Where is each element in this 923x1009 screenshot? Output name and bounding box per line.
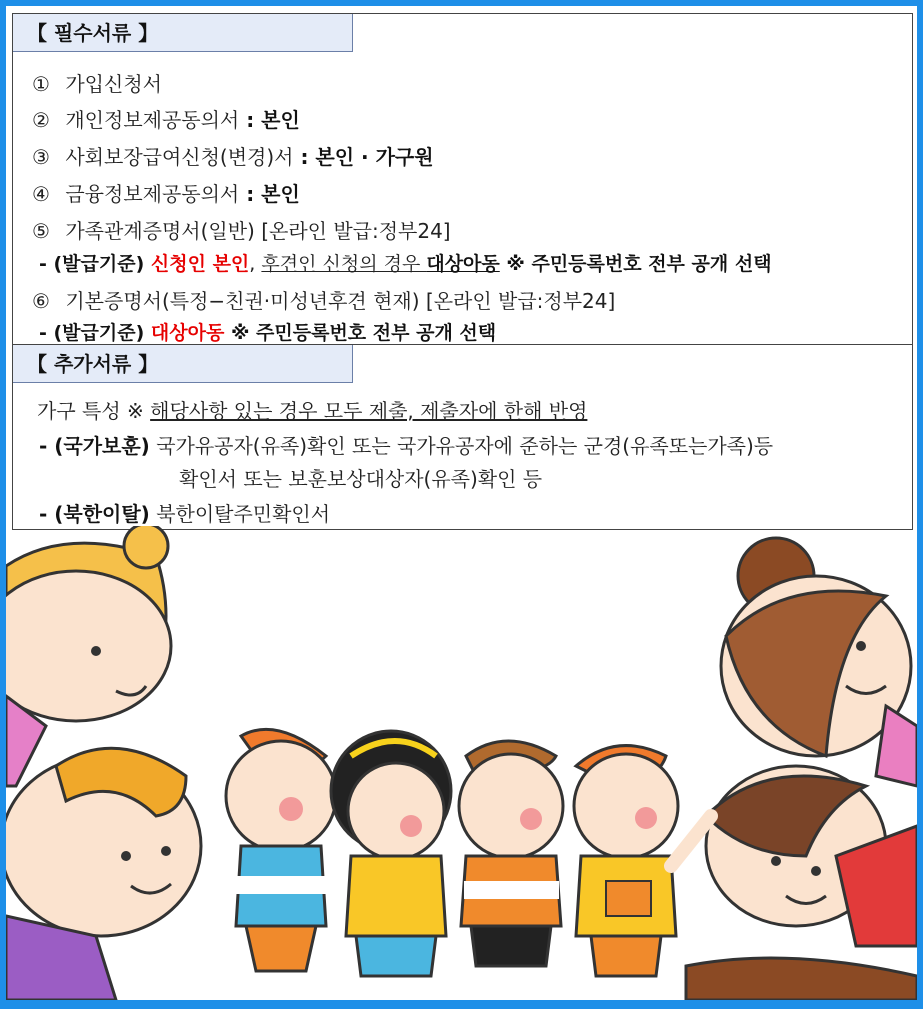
required-docs-header: 【 필수서류 】 <box>13 14 353 52</box>
item-6: ⑥ 기본증명서(특정−친권·미성년후견 현재) [온라인 발급:정부24] <box>32 289 616 313</box>
additional-docs-header: 【 추가서류 】 <box>13 345 353 383</box>
veterans-row-cont: 확인서 또는 보훈보상대상자(유족)확인 등 <box>179 467 543 491</box>
children-illustration <box>6 526 917 1000</box>
item-1: ① 가입신청서 <box>32 72 162 96</box>
additional-docs-box <box>12 345 913 530</box>
document-frame <box>6 6 917 1000</box>
kid-3-icon <box>459 741 563 966</box>
household-note: 가구 특성 ※ 해당사항 있는 경우 모두 제출, 제출자에 한해 반영 <box>37 399 588 423</box>
item-3: ③ 사회보장급여신청(변경)서 : 본인 · 가구원 <box>32 145 434 169</box>
item-5: ⑤ 가족관계증명서(일반) [온라인 발급:정부24] <box>32 219 451 243</box>
boy-bottom-right-icon <box>686 766 917 1000</box>
boy-bottom-left-icon <box>6 748 201 1000</box>
girl-top-left-icon <box>6 526 171 786</box>
item-2: ② 개인정보제공동의서 : 본인 <box>32 108 300 132</box>
item-5-issue-criteria: - (발급기준) 신청인 본인, 후견인 신청의 경우 대상아동 ※ 주민등록번호 전부 공개 선택 <box>39 253 772 275</box>
kid-4-icon <box>574 746 711 976</box>
veterans-row: - (국가보훈) 국가유공자(유족)확인 또는 국가유공자에 준하는 군경(유족또는가족)등 <box>39 434 774 458</box>
defector-row: - (북한이탈) 북한이탈주민확인서 <box>39 502 331 526</box>
kid-1-icon <box>226 729 336 971</box>
kid-2-icon <box>331 731 451 976</box>
item-6-issue-criteria: - (발급기준) 대상아동 ※ 주민등록번호 전부 공개 선택 <box>39 322 497 344</box>
required-docs-box <box>12 13 913 345</box>
item-4: ④ 금융정보제공동의서 : 본인 <box>32 182 300 206</box>
girl-top-right-icon <box>721 538 917 786</box>
